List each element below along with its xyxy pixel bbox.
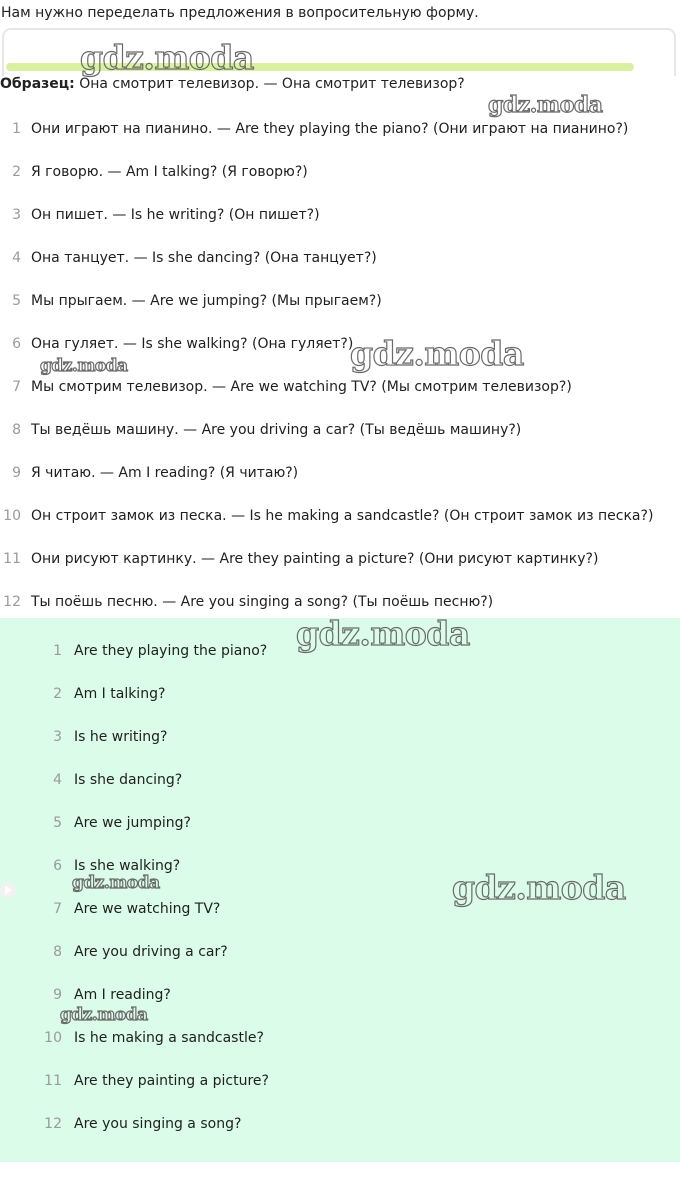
watermark: gdz.moda	[72, 873, 160, 893]
answer-number: 8	[53, 944, 62, 960]
task-number: 1	[12, 121, 21, 137]
answer-number: 7	[53, 901, 62, 917]
task-item	[0, 332, 353, 356]
answer-item	[40, 940, 228, 964]
task-number: 12	[3, 594, 21, 610]
task-text: Она танцует. — Is she dancing? (Она танцует?)	[31, 250, 377, 266]
task-item	[0, 246, 377, 270]
task-number: 10	[3, 508, 21, 524]
answer-text: Is she walking?	[74, 858, 181, 874]
answer-item	[40, 725, 167, 749]
answer-number: 10	[44, 1030, 62, 1046]
task-text: Ты поёшь песню. — Are you singing a song? (Ты поёшь песню?)	[31, 594, 494, 610]
task-text: Он пишет. — Is he writing? (Он пишет?)	[31, 207, 320, 223]
answer-text: Is he making a sandcastle?	[74, 1030, 264, 1046]
play-icon[interactable]	[0, 880, 20, 900]
task-number: 7	[12, 379, 21, 395]
task-number: 8	[12, 422, 21, 438]
answer-text: Are they playing the piano?	[74, 643, 268, 659]
answer-number: 3	[53, 729, 62, 745]
task-number: 2	[12, 164, 21, 180]
task-item	[0, 289, 382, 313]
task-number: 9	[12, 465, 21, 481]
answer-text: Am I reading?	[74, 987, 171, 1003]
task-text: Мы прыгаем. — Are we jumping? (Мы прыгаем?)	[31, 293, 382, 309]
watermark: gdz.moda	[80, 38, 254, 77]
task-item	[0, 418, 521, 442]
task-item	[0, 461, 298, 485]
watermark: gdz.moda	[296, 614, 470, 653]
answer-number: 5	[53, 815, 62, 831]
answer-item	[40, 811, 191, 835]
task-item	[0, 203, 320, 227]
answer-number: 1	[53, 643, 62, 659]
answer-item	[40, 1112, 241, 1136]
watermark: gdz.moda	[488, 92, 603, 118]
answer-text: Are we jumping?	[74, 815, 191, 831]
answer-number: 11	[44, 1073, 62, 1089]
answer-item	[40, 1069, 269, 1093]
answer-text: Is she dancing?	[74, 772, 183, 788]
task-number: 6	[12, 336, 21, 352]
answer-item	[40, 639, 267, 663]
task-number: 3	[12, 207, 21, 223]
answer-number: 9	[53, 987, 62, 1003]
answer-item	[40, 768, 182, 792]
sample-line	[0, 76, 465, 92]
task-text: Я говорю. — Am I talking? (Я говорю?)	[31, 164, 308, 180]
task-number: 11	[3, 551, 21, 567]
task-text: Они рисуют картинку. — Are they painting a picture? (Они рисуют картинку?)	[31, 551, 599, 567]
answer-text: Are you driving a car?	[74, 944, 228, 960]
watermark: gdz.moda	[452, 868, 626, 907]
answer-item	[40, 682, 165, 706]
answer-text: Are we watching TV?	[74, 901, 221, 917]
watermark: gdz.moda	[40, 356, 128, 376]
intro-text: Нам нужно переделать предложения в вопросительную форму.	[1, 5, 479, 21]
answer-item	[40, 1026, 264, 1050]
answer-text: Are they painting a picture?	[74, 1073, 269, 1089]
task-text: Он строит замок из песка. — Is he making a sandcastle? (Он строит замок из песка?)	[31, 508, 654, 524]
answer-item	[40, 983, 171, 1007]
task-item	[0, 160, 308, 184]
answer-number: 4	[53, 772, 62, 788]
task-text: Они играют на пианино. — Are they playing the piano? (Они играют на пианино?)	[31, 121, 629, 137]
answer-number: 6	[53, 858, 62, 874]
task-text: Мы смотрим телевизор. — Are we watching TV? (Мы смотрим телевизор?)	[31, 379, 572, 395]
sample-text: Она смотрит телевизор. — Она смотрит телевизор?	[79, 76, 465, 92]
task-text: Я читаю. — Am I reading? (Я читаю?)	[31, 465, 299, 481]
watermark: gdz.moda	[60, 1005, 148, 1025]
answer-item	[40, 897, 220, 921]
task-text: Ты ведёшь машину. — Are you driving a car? (Ты ведёшь машину?)	[31, 422, 522, 438]
play-icon-graphic	[0, 880, 20, 900]
task-item	[0, 547, 598, 571]
task-number: 5	[12, 293, 21, 309]
sample-label: Образец:	[0, 76, 75, 92]
task-text: Она гуляет. — Is she walking? (Она гуляет?)	[31, 336, 354, 352]
task-item	[0, 375, 572, 399]
task-item	[0, 504, 653, 528]
answer-number: 2	[53, 686, 62, 702]
task-item	[0, 117, 628, 141]
task-item	[0, 590, 493, 614]
answer-text: Is he writing?	[74, 729, 168, 745]
answer-text: Am I talking?	[74, 686, 166, 702]
answer-text: Are you singing a song?	[74, 1116, 242, 1132]
task-number: 4	[12, 250, 21, 266]
watermark: gdz.moda	[350, 334, 524, 373]
answer-number: 12	[44, 1116, 62, 1132]
